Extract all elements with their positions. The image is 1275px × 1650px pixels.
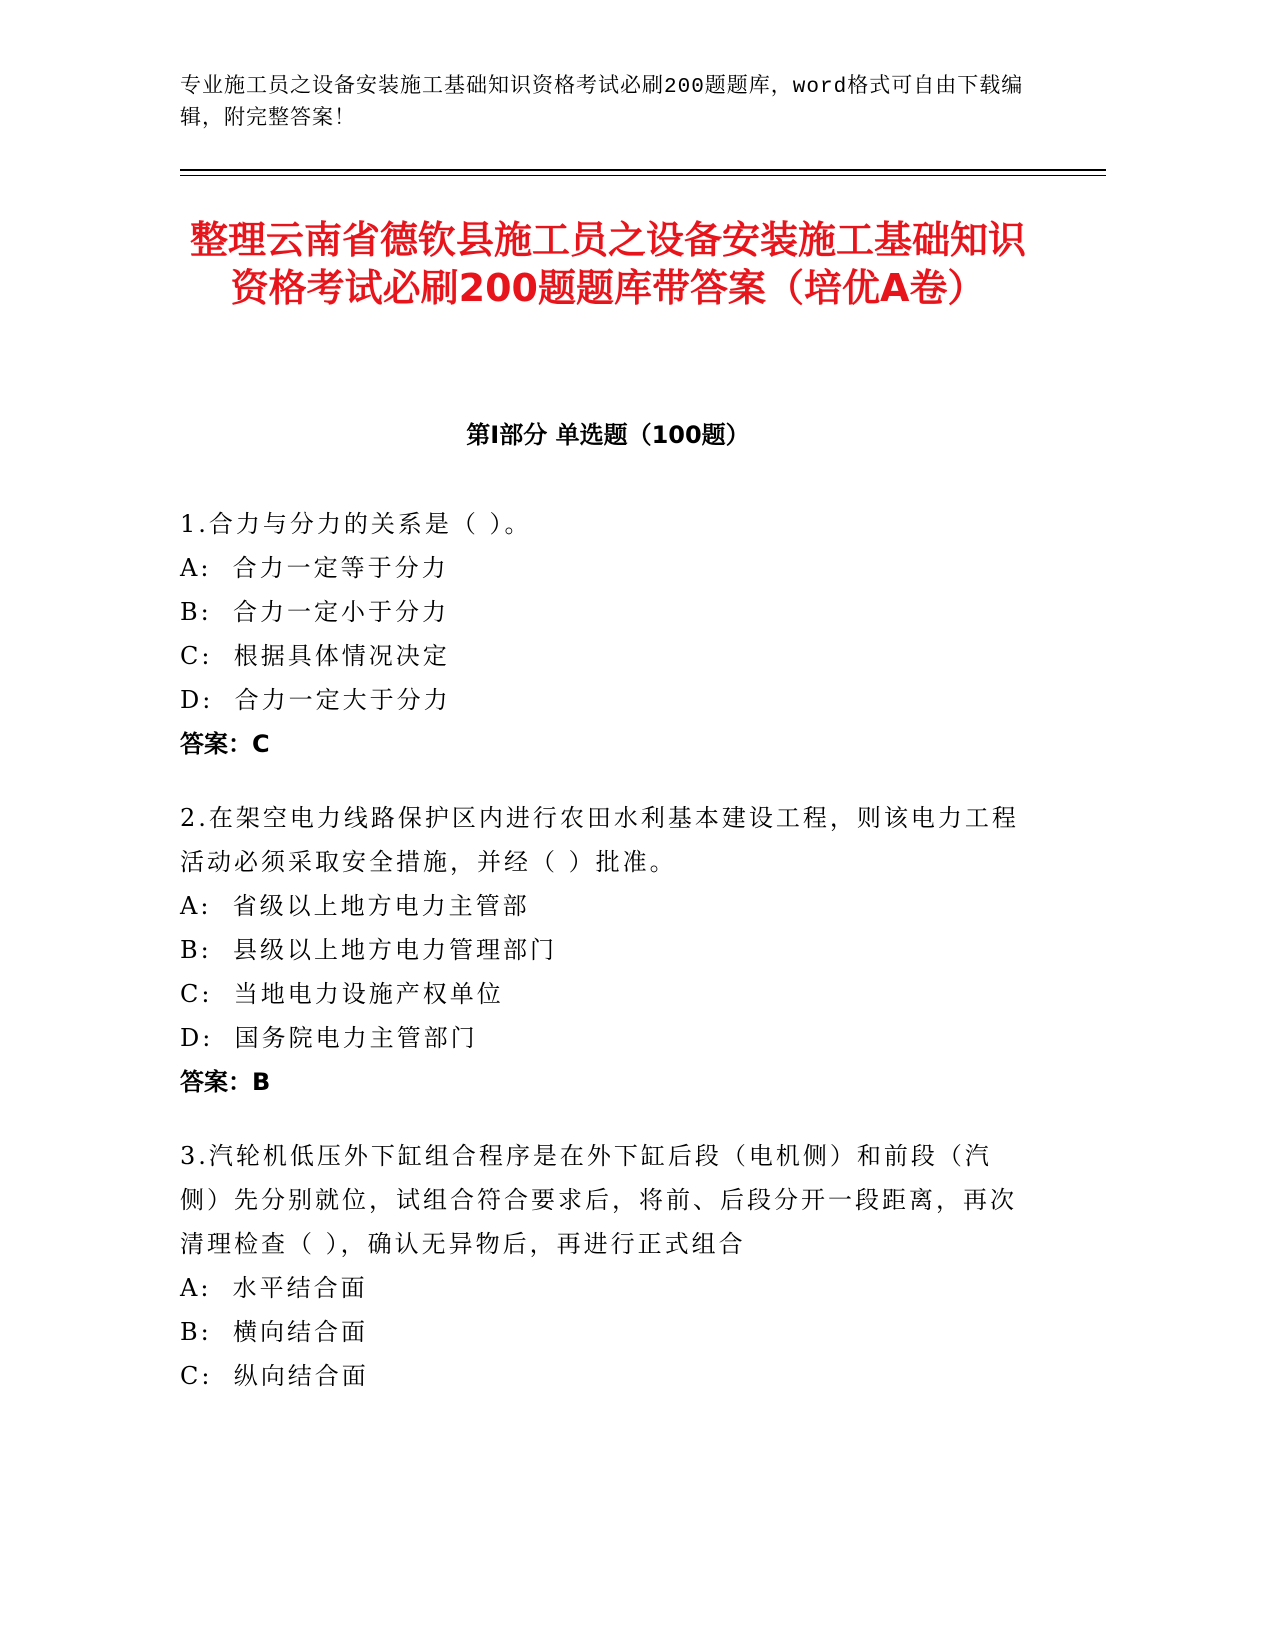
question-stem: 2.在架空电力线路保护区内进行农田水利基本建设工程，则该电力工程活动必须采取安全措施，并经（ ）批准。 bbox=[180, 804, 1019, 876]
option-c: C: 当地电力设施产权单位 bbox=[180, 980, 504, 1008]
question-item bbox=[180, 796, 1020, 1104]
header-divider-thick bbox=[180, 169, 1106, 171]
option-b: B: 合力一定小于分力 bbox=[180, 598, 449, 626]
option-c: C: 根据具体情况决定 bbox=[180, 642, 450, 670]
option-a: A: 合力一定等于分力 bbox=[180, 554, 449, 582]
question-item bbox=[180, 502, 1020, 766]
header-note: 专业施工员之设备安装施工基础知识资格考试必刷200题题库，word格式可自由下载编辑，附完整答案！ bbox=[180, 76, 1024, 131]
option-b: B: 县级以上地方电力管理部门 bbox=[180, 936, 557, 964]
option-a: A: 水平结合面 bbox=[180, 1274, 368, 1302]
document-title: 整理云南省德钦县施工员之设备安装施工基础知识资格考试必刷200题题库带答案（培优A卷） bbox=[189, 218, 1026, 310]
question-list bbox=[180, 502, 1020, 1428]
answer: 答案：C bbox=[180, 730, 270, 758]
section-heading: 第Ⅰ部分 单选题（100题） bbox=[466, 421, 750, 449]
option-d: D: 合力一定大于分力 bbox=[180, 686, 451, 714]
option-a: A: 省级以上地方电力主管部 bbox=[180, 892, 530, 920]
option-c: C: 纵向结合面 bbox=[180, 1362, 369, 1390]
question-stem: 1.合力与分力的关系是（ ）。 bbox=[180, 510, 532, 538]
option-d: D: 国务院电力主管部门 bbox=[180, 1024, 478, 1052]
answer: 答案：B bbox=[180, 1068, 271, 1096]
question-stem: 3.汽轮机低压外下缸组合程序是在外下缸后段（电机侧）和前段（汽侧）先分别就位，试组合符合要求后，将前、后段分开一段距离，再次清理检查（ ），确认无异物后，再进行正式组合 bbox=[180, 1142, 1017, 1258]
option-b: B: 横向结合面 bbox=[180, 1318, 368, 1346]
header-divider-thin bbox=[180, 175, 1106, 176]
question-item bbox=[180, 1134, 1020, 1398]
